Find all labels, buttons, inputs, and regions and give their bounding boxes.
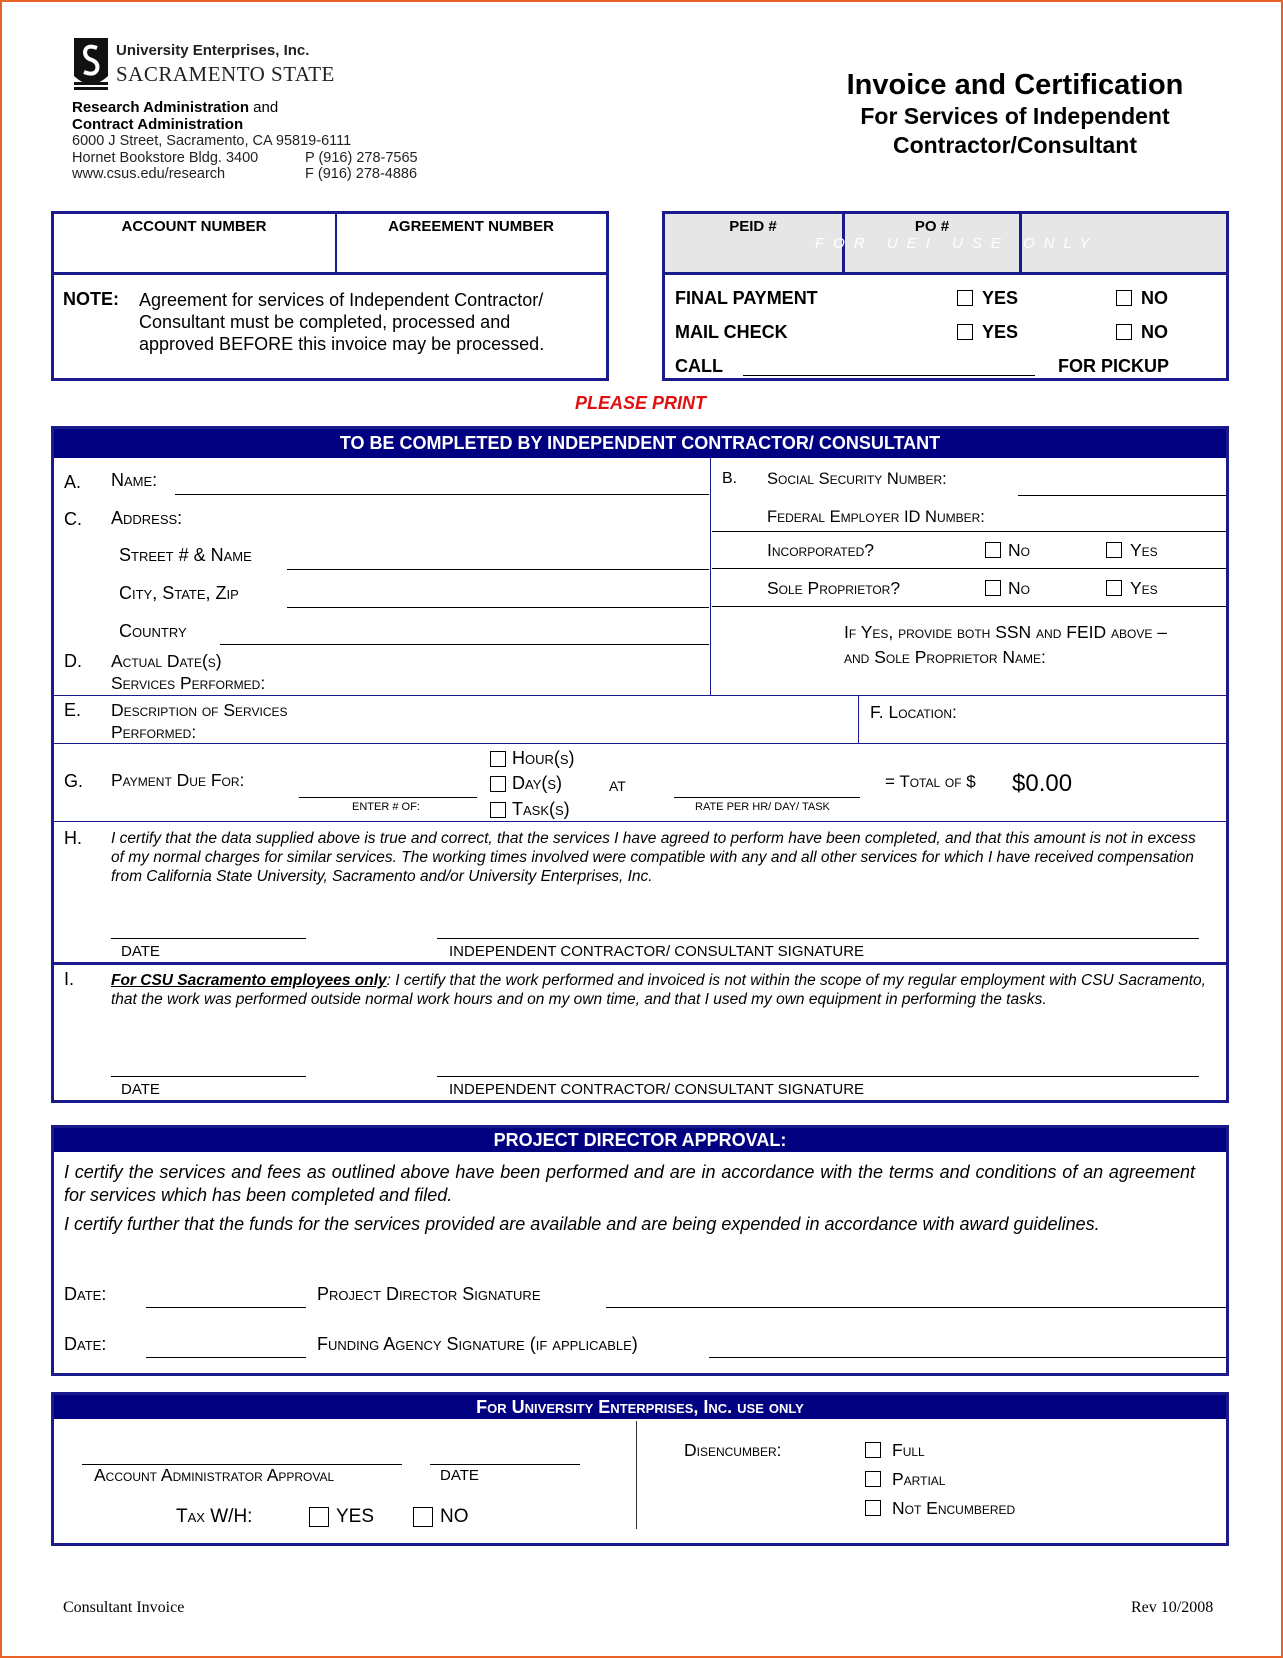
address-label: Address: [111, 508, 183, 528]
item-e-marker: E. [64, 700, 82, 720]
i-signature-input-line[interactable] [437, 1076, 1199, 1077]
admin-date-label: DATE [440, 1467, 479, 1484]
pd-signature-input-line[interactable] [606, 1307, 1226, 1308]
city-label: City, State, Zip [119, 583, 239, 603]
item-b-marker: B. [722, 470, 738, 487]
rate-input-line[interactable] [674, 797, 860, 798]
feid-input-line[interactable] [712, 531, 1226, 532]
sole-proprietor-label: Sole Proprietor? [767, 578, 901, 598]
hours-checkbox[interactable] [490, 751, 506, 767]
mail-check-yes-label: YES [982, 322, 1019, 342]
street-label: Street # & Name [119, 545, 252, 565]
please-print: PLEASE PRINT [575, 393, 707, 413]
street-input-line[interactable] [287, 569, 709, 570]
item-i-marker: I. [64, 969, 75, 989]
partial-checkbox[interactable] [865, 1471, 881, 1487]
not-encumbered-checkbox[interactable] [865, 1500, 881, 1516]
full-label: Full [892, 1440, 925, 1460]
location-input[interactable] [990, 697, 1224, 742]
h-date-label: DATE [121, 943, 160, 960]
note-label: NOTE: [63, 289, 119, 309]
hours-label: Hour(s) [512, 748, 575, 768]
final-payment-no-label: NO [1141, 288, 1168, 308]
uei-only-header: For University Enterprises, Inc. use only [54, 1395, 1226, 1419]
certification-text: I certify that the data supplied above is true and correct, that the services I have agreed to perform have been completed, and that this amount is not in excess of my normal charges for similar services. The working times involved were compatible with any and all other services for which I have received compensation from California State University, Sacramento and/or University Enterprises, Inc. [111, 830, 1196, 885]
account-number-input[interactable] [53, 213, 335, 272]
admin-date-input-line[interactable] [430, 1464, 580, 1465]
h-signature-label: INDEPENDENT CONTRACTOR/ CONSULTANT SIGNATURE [449, 943, 865, 960]
contractor-header: TO BE COMPLETED BY INDEPENDENT CONTRACTOR/ CONSULTANT [54, 429, 1226, 458]
director-text2: I certify further that the funds for the services provided are available and are being expended in accordance with award guidelines. [64, 1214, 1100, 1234]
mail-check-no-label: NO [1141, 322, 1168, 342]
i-date-input-line[interactable] [111, 1076, 306, 1077]
tax-wh-label: Tax W/H: [176, 1506, 253, 1527]
final-payment-yes-checkbox[interactable] [957, 290, 973, 306]
note-text: Agreement for services of Independent Contractor/ Consultant must be completed, processed and approved BEFORE this invoice may be processed. [139, 290, 545, 354]
h-date-input-line[interactable] [111, 938, 306, 939]
total-label: = Total of $ [885, 772, 976, 791]
disencumber-label: Disencumber: [684, 1440, 782, 1460]
location-label: F. Location: [870, 702, 957, 722]
sole-no-checkbox[interactable] [985, 580, 1001, 596]
tasks-checkbox[interactable] [490, 802, 506, 818]
fax: F (916) 278-4886 [305, 166, 418, 182]
rate-label: RATE PER HR/ DAY/ TASK [695, 801, 830, 813]
city-input-line[interactable] [287, 607, 709, 608]
mail-check-label: MAIL CHECK [675, 322, 788, 342]
incorporated-no-label: No [1008, 540, 1030, 560]
tax-yes-label: YES [336, 1506, 375, 1527]
item-g-marker: G. [64, 771, 84, 791]
description-label: Description of Services Performed: [111, 700, 288, 742]
peid-label: PEID # [729, 218, 777, 235]
phone: P (916) 278-7565 [305, 150, 418, 166]
page-title: Invoice and Certification For Services of Independent Contractor/Consultant [846, 69, 1184, 158]
pd-date-input-line[interactable] [146, 1307, 306, 1308]
name-label: Name: [111, 470, 158, 490]
final-payment-no-checkbox[interactable] [1116, 290, 1132, 306]
not-encumbered-label: Not Encumbered [892, 1498, 1016, 1518]
call-label: CALL [675, 356, 723, 376]
name-input-line[interactable] [175, 494, 709, 495]
days-checkbox[interactable] [490, 776, 506, 792]
item-a-marker: A. [64, 472, 82, 492]
payment-due-label: Payment Due For: [111, 770, 245, 790]
for-pickup-label: FOR PICKUP [1058, 356, 1170, 376]
sac-state-logo-icon [72, 36, 110, 92]
ssn-input-line[interactable] [1018, 495, 1226, 496]
campus-name: SACRAMENTO STATE [116, 62, 335, 86]
call-input-line[interactable] [743, 375, 1035, 376]
h-signature-input-line[interactable] [437, 938, 1199, 939]
sole-yes-label: Yes [1130, 578, 1158, 598]
tax-no-label: NO [440, 1506, 469, 1527]
csu-employee-text: For CSU Sacramento employees only: I certify that the work performed and invoiced is not within the scope of my regular employment with CSU Sacramento, that the work was performed outside normal work hours and on my own time, and that I used my own equipment in performing the tasks. [111, 972, 1206, 1008]
item-h-marker: H. [64, 828, 82, 848]
item-d-marker: D. [64, 651, 82, 671]
ssn-label: Social Security Number: [767, 470, 947, 488]
item-c-marker: C. [64, 509, 82, 529]
i-signature-label: INDEPENDENT CONTRACTOR/ CONSULTANT SIGNATURE [449, 1081, 865, 1098]
address-line1: 6000 J Street, Sacramento, CA 95819-6111 [72, 133, 352, 149]
dates-label: Actual Date(s) Services Performed: [111, 651, 266, 693]
incorporated-yes-label: Yes [1130, 540, 1158, 560]
account-number-label: ACCOUNT NUMBER [121, 218, 267, 235]
director-text1: I certify the services and fees as outlined above have been performed and are in accordance with the terms and conditions of an agreement for services which has been completed and filed. [64, 1162, 1195, 1205]
fa-signature-input-line[interactable] [709, 1357, 1226, 1358]
description-input[interactable] [330, 697, 855, 742]
tax-no-checkbox[interactable] [413, 1507, 433, 1527]
pd-signature-label: Project Director Signature [317, 1284, 541, 1304]
at-label: AT [609, 778, 626, 794]
if-yes-line1: If Yes, provide both SSN and FEID above – [844, 622, 1167, 642]
if-yes-line2: and Sole Proprietor Name: [844, 647, 1046, 667]
full-checkbox[interactable] [865, 1442, 881, 1458]
sole-no-label: No [1008, 578, 1030, 598]
footer-title: Consultant Invoice [63, 1599, 185, 1616]
dates-input[interactable] [300, 648, 708, 693]
final-payment-yes-label: YES [982, 288, 1019, 308]
admin-approval-label: Account Administrator Approval [94, 1465, 335, 1485]
country-label: Country [119, 621, 187, 641]
sole-yes-checkbox[interactable] [1106, 580, 1122, 596]
i-date-label: DATE [121, 1081, 160, 1098]
mail-check-no-checkbox[interactable] [1116, 324, 1132, 340]
fa-date-label: Date: [64, 1334, 107, 1354]
incorporated-yes-checkbox[interactable] [1106, 542, 1122, 558]
days-label: Day(s) [512, 773, 563, 793]
mail-check-yes-checkbox[interactable] [957, 324, 973, 340]
tasks-label: Task(s) [512, 799, 570, 819]
agreement-number-label: AGREEMENT NUMBER [388, 218, 554, 235]
partial-label: Partial [892, 1469, 946, 1489]
final-payment-label: FINAL PAYMENT [675, 288, 818, 308]
quantity-input-line[interactable] [299, 797, 477, 798]
fa-date-input-line[interactable] [146, 1357, 306, 1358]
website-link: www.csus.edu/research [72, 166, 226, 182]
enter-of-label: ENTER # OF: [352, 801, 420, 813]
total-value: $0.00 [1012, 770, 1073, 797]
feid-label: Federal Employer ID Number: [767, 508, 985, 526]
fa-signature-label: Funding Agency Signature (if applicable) [317, 1334, 638, 1354]
tax-yes-checkbox[interactable] [309, 1507, 329, 1527]
incorporated-no-checkbox[interactable] [985, 542, 1001, 558]
footer-revision: Rev 10/2008 [1131, 1599, 1214, 1616]
pd-date-label: Date: [64, 1284, 107, 1304]
org-name: University Enterprises, Inc. [116, 42, 310, 59]
director-header: PROJECT DIRECTOR APPROVAL: [54, 1128, 1226, 1152]
country-input-line[interactable] [220, 644, 709, 645]
po-label: PO # [914, 218, 950, 235]
dept-line1: Research Administration and [72, 99, 279, 116]
dept-line2: Contract Administration [72, 116, 244, 133]
address-line2: Hornet Bookstore Bldg. 3400 [72, 150, 259, 166]
uei-watermark: FOR UEI USE ONLY [815, 235, 1099, 252]
incorporated-label: Incorporated? [767, 540, 875, 560]
